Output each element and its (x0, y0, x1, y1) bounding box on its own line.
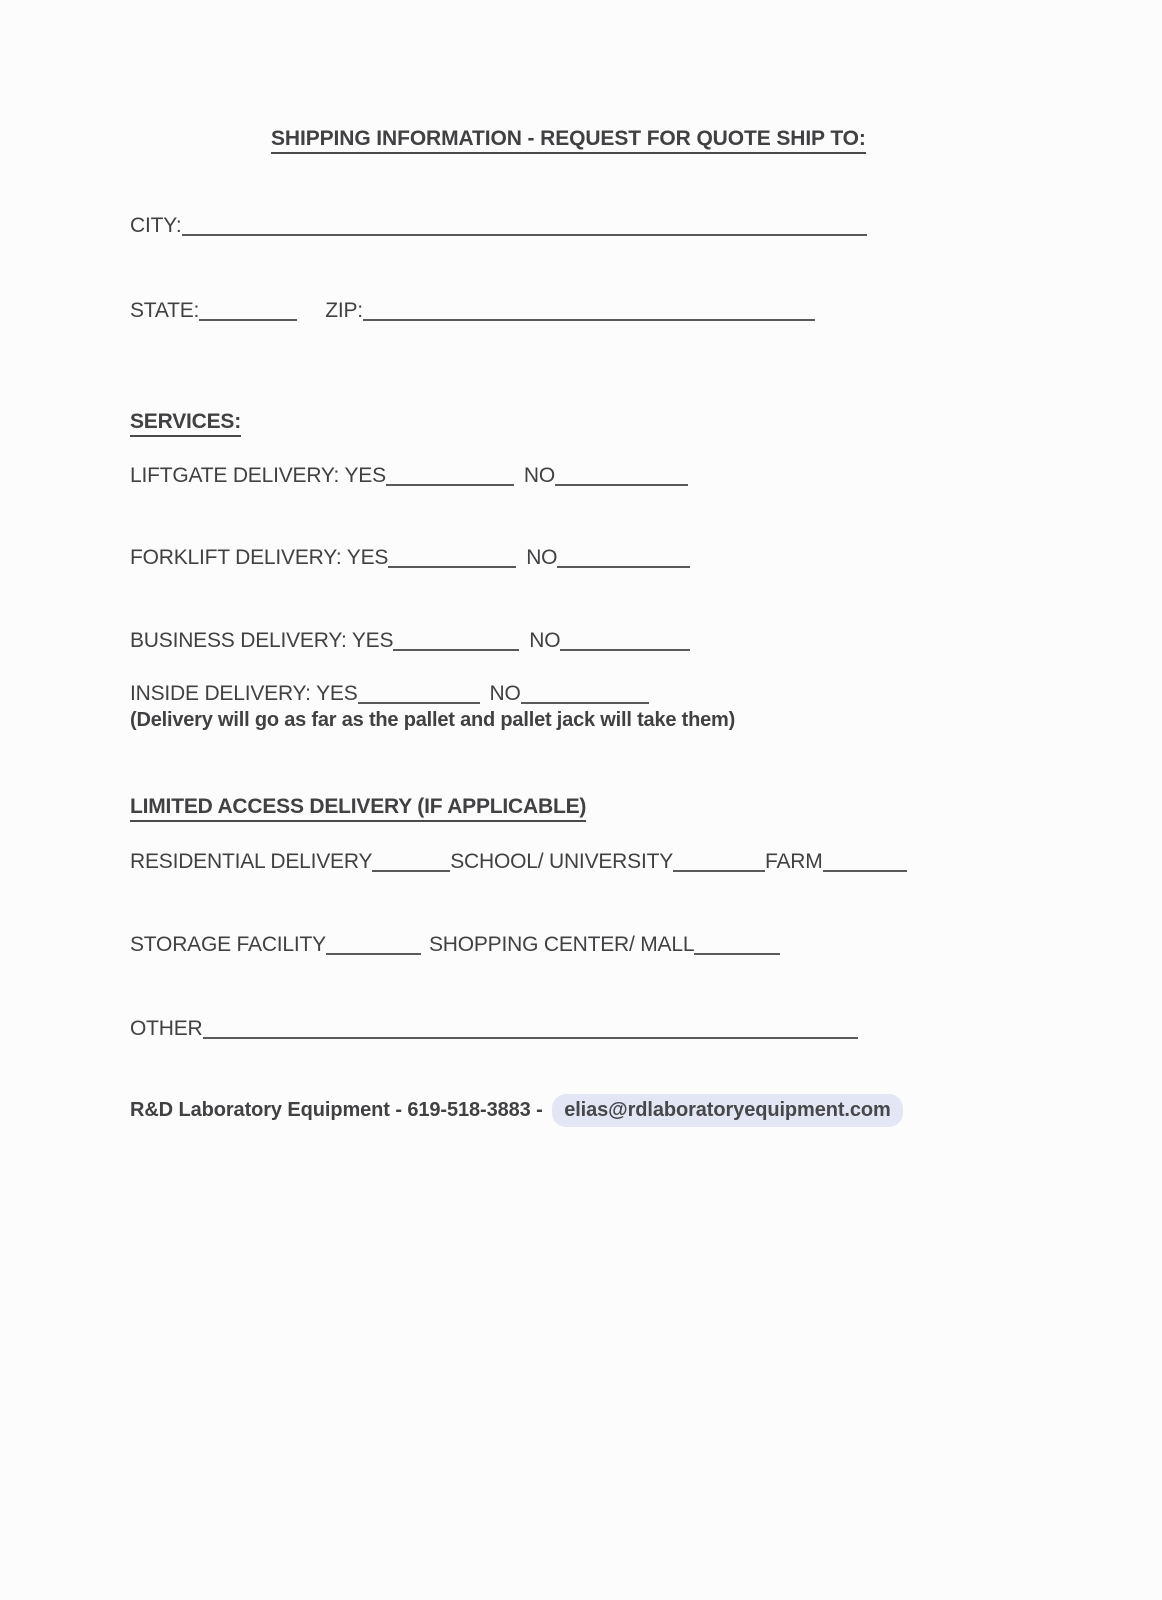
phone-number: 619-518-3883 (407, 1099, 531, 1121)
residential-school-farm-row (130, 850, 907, 874)
state-label: STATE: (130, 299, 200, 322)
forklift-yes-line (388, 566, 516, 568)
business-yes-line (393, 649, 519, 651)
limited-access-heading-row (130, 795, 586, 819)
no-label: NO (523, 464, 555, 487)
liftgate-no-line (555, 484, 688, 486)
footer-row (130, 1099, 903, 1122)
yes-label: YES (316, 682, 358, 705)
liftgate-delivery-label: LIFTGATE DELIVERY: (130, 464, 340, 487)
state-line (199, 319, 297, 321)
inside-delivery-note: (Delivery will go as far as the pallet and pallet jack will take them) (130, 709, 736, 731)
form-title (271, 127, 866, 151)
city-label: CITY: (130, 214, 182, 237)
business-delivery-row (130, 629, 690, 653)
inside-no-line (521, 702, 649, 704)
storage-facility-label: STORAGE FACILITY (130, 933, 326, 956)
other-line (203, 1037, 858, 1039)
shopping-line (694, 953, 780, 955)
forklift-no-line (557, 566, 690, 568)
liftgate-yes-line (386, 484, 514, 486)
no-label: NO (529, 629, 561, 652)
yes-label: YES (346, 546, 389, 569)
farm-line (823, 870, 907, 872)
storage-shopping-row (130, 933, 780, 957)
residential-delivery-label: RESIDENTIAL DELIVERY (130, 850, 373, 873)
farm-label: FARM (765, 850, 823, 873)
footer-separator: - (536, 1099, 543, 1121)
limited-access-heading: LIMITED ACCESS DELIVERY (IF APPLICABLE) (130, 795, 586, 822)
no-label: NO (489, 682, 521, 705)
zip-label: ZIP: (325, 299, 363, 322)
city-line (182, 234, 867, 236)
forklift-delivery-label: FORKLIFT DELIVERY: (130, 546, 342, 569)
yes-label: YES (344, 464, 386, 487)
services-heading: SERVICES: (130, 410, 241, 437)
inside-yes-line (358, 702, 480, 704)
liftgate-delivery-row (130, 464, 688, 488)
storage-line (326, 953, 421, 955)
business-no-line (560, 649, 690, 651)
school-line (673, 870, 765, 872)
other-row (130, 1017, 858, 1041)
company-name: R&D Laboratory Equipment (130, 1099, 390, 1121)
state-zip-row (130, 299, 815, 323)
footer-separator: - (395, 1099, 402, 1121)
city-row (130, 214, 867, 238)
no-label: NO (526, 546, 558, 569)
residential-line (372, 870, 450, 872)
business-delivery-label: BUSINESS DELIVERY: (130, 629, 347, 652)
inside-delivery-label: INSIDE DELIVERY: (130, 682, 311, 705)
email-link[interactable]: elias@rdlaboratoryequipment.com (552, 1094, 902, 1127)
inside-delivery-note-row (130, 709, 735, 732)
forklift-delivery-row (130, 546, 690, 570)
form-title-text: SHIPPING INFORMATION - REQUEST FOR QUOTE SHIP TO: (271, 127, 866, 154)
school-university-label: SCHOOL/ UNIVERSITY (450, 850, 674, 873)
shopping-center-label: SHOPPING CENTER/ MALL (428, 933, 695, 956)
services-heading-row (130, 410, 241, 434)
zip-line (363, 319, 815, 321)
yes-label: YES (351, 629, 394, 652)
other-label: OTHER (130, 1017, 203, 1040)
inside-delivery-row (130, 682, 649, 706)
